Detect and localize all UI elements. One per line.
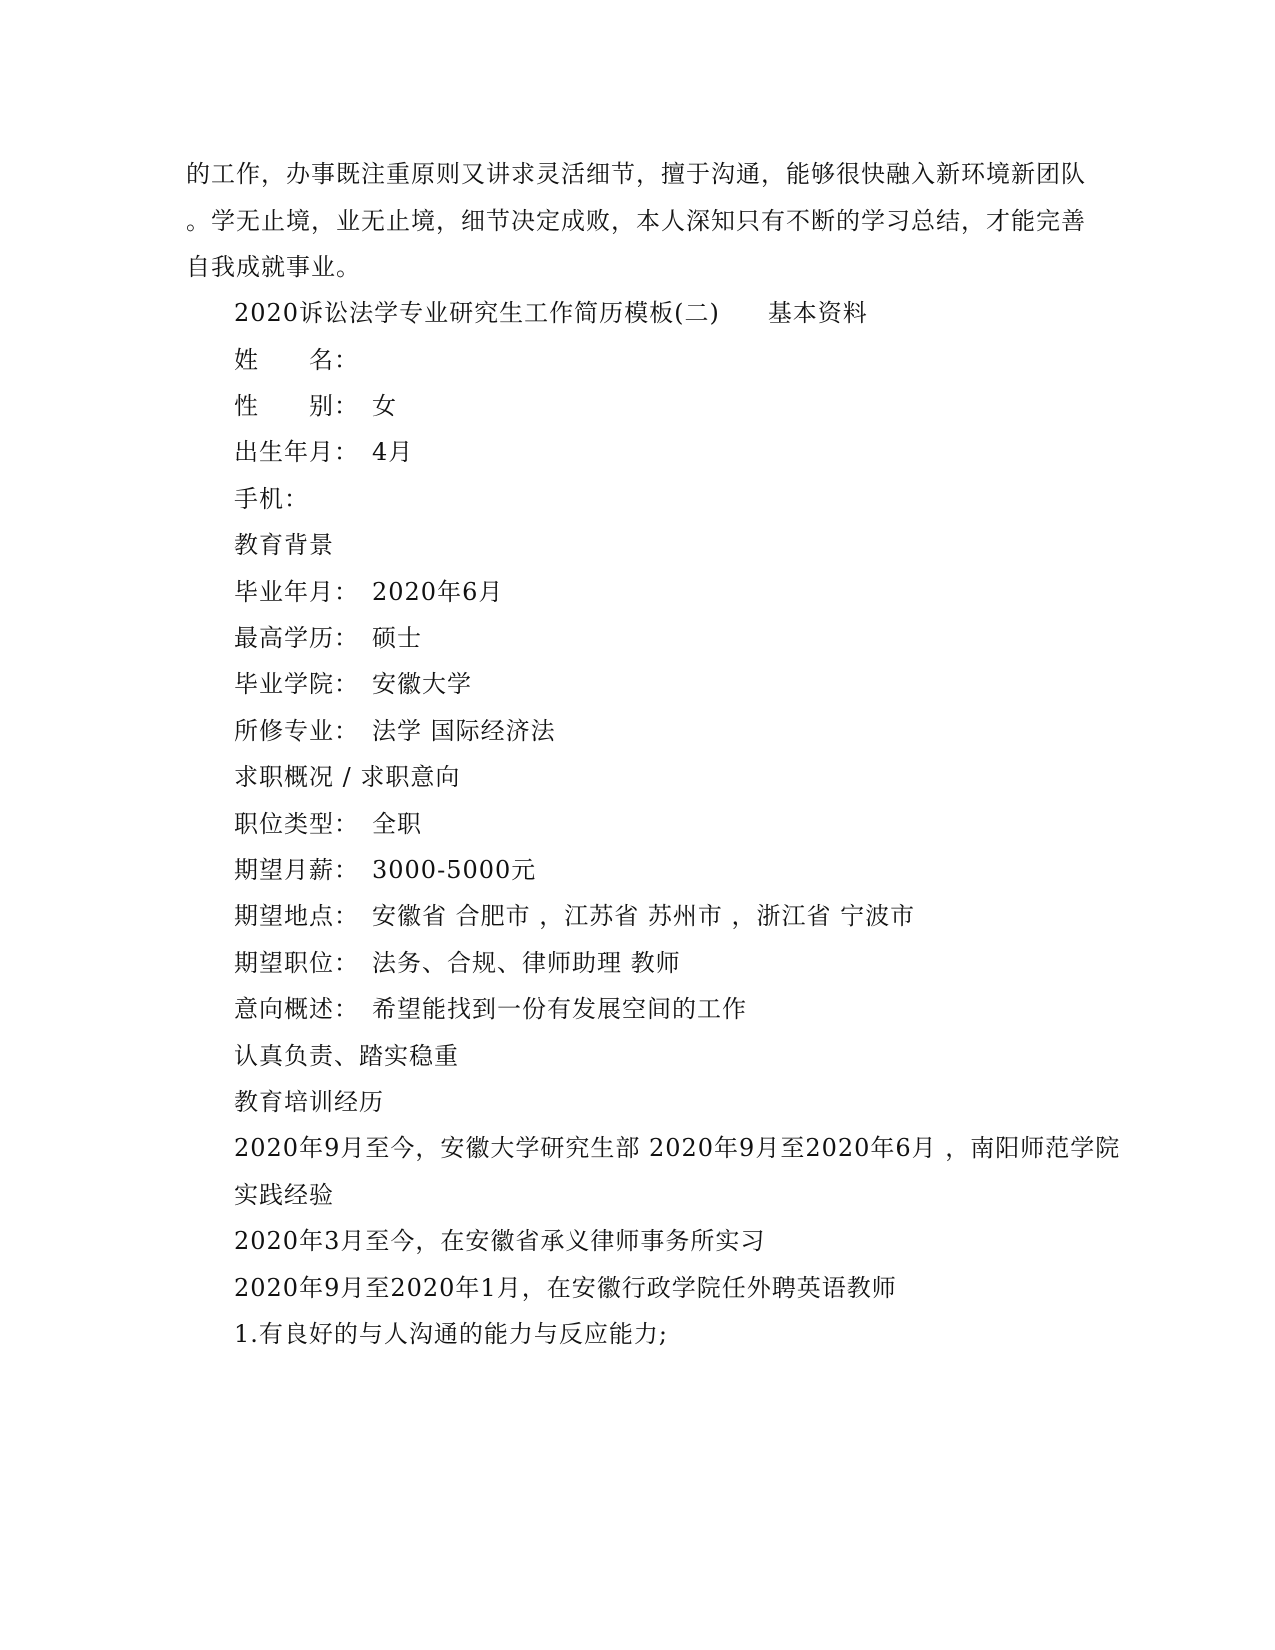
grad-label: 毕业年月： (234, 578, 359, 606)
school-value: 安徽大学 (372, 670, 472, 698)
degree-value: 硕士 (372, 624, 422, 652)
field-intent (234, 993, 747, 1025)
gender-label: 性 别： (234, 392, 359, 420)
degree-label: 最高学历： (234, 624, 359, 652)
location-label: 期望地点： (234, 902, 359, 930)
position-value: 法务、合规、律师助理 教师 (372, 949, 681, 977)
job-type-value: 全职 (372, 810, 422, 838)
salary-value: 3000-5000元 (372, 856, 537, 884)
job-heading: 求职概况 / 求职意向 (234, 763, 461, 791)
field-salary (234, 854, 537, 886)
practice-heading: 实践经验 (234, 1181, 334, 1209)
training-heading: 教育培训经历 (234, 1088, 384, 1116)
field-school (234, 668, 472, 700)
practice-item-1: 2020年3月至今，在安徽省承义律师事务所实习 (234, 1227, 766, 1255)
education-heading: 教育背景 (234, 531, 334, 559)
field-location (234, 900, 916, 932)
birth-value: 4月 (372, 438, 414, 466)
resume-heading (234, 297, 868, 329)
resume-title: 2020诉讼法学专业研究生工作简历模板(二) (234, 299, 720, 327)
intro-line-2: 。学无止境，业无止境，细节决定成败，本人深知只有不断的学习总结，才能完善 (186, 207, 1086, 235)
field-degree (234, 622, 422, 654)
field-birth (234, 436, 414, 468)
intent-value: 希望能找到一份有发展空间的工作 (372, 995, 747, 1023)
intro-line-1: 的工作，办事既注重原则又讲求灵活细节，擅于沟通，能够很快融入新环境新团队 (186, 160, 1086, 188)
intro-line-3: 自我成就事业。 (186, 253, 361, 281)
location-value: 安徽省 合肥市 ，江苏省 苏州市 ，浙江省 宁波市 (372, 902, 916, 930)
gender-value: 女 (372, 392, 397, 420)
field-major (234, 715, 556, 747)
phone-label: 手机： (234, 485, 309, 513)
field-job-type (234, 808, 422, 840)
field-name (234, 344, 359, 376)
section-basic-info: 基本资料 (767, 299, 868, 327)
position-label: 期望职位： (234, 949, 359, 977)
practice-item-2: 2020年9月至2020年1月，在安徽行政学院任外聘英语教师 (234, 1274, 897, 1302)
field-gender (234, 390, 397, 422)
grad-value: 2020年6月 (372, 578, 504, 606)
trait-line: 认真负责、踏实稳重 (234, 1042, 459, 1070)
school-label: 毕业学院： (234, 670, 359, 698)
salary-label: 期望月薪： (234, 856, 359, 884)
training-item-1: 2020年9月至今，安徽大学研究生部 2020年9月至2020年6月 ，南阳师范学院 (234, 1134, 1121, 1162)
intent-label: 意向概述： (234, 995, 359, 1023)
field-phone (234, 483, 309, 515)
practice-item-3: 1.有良好的与人沟通的能力与反应能力; (234, 1320, 668, 1348)
major-value: 法学 国际经济法 (372, 717, 556, 745)
field-grad-date (234, 576, 504, 608)
birth-label: 出生年月： (234, 438, 359, 466)
field-position (234, 947, 681, 979)
name-label: 姓 名： (234, 346, 359, 374)
major-label: 所修专业： (234, 717, 359, 745)
job-type-label: 职位类型： (234, 810, 359, 838)
